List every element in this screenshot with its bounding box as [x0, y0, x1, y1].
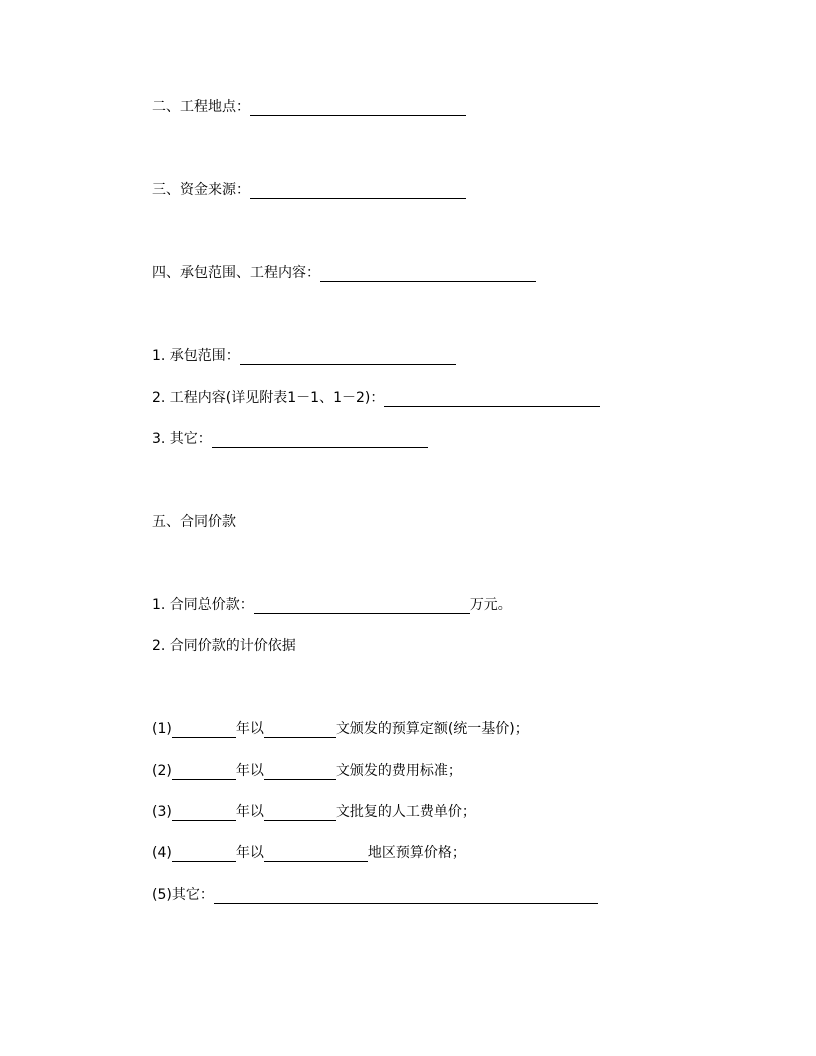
funding-blank[interactable]	[250, 182, 466, 199]
basis-item-2	[152, 761, 462, 781]
contract-scope-blank[interactable]	[240, 348, 456, 365]
item-other	[152, 429, 428, 449]
basis-tail-text: 文颁发的费用标准；	[335, 763, 462, 779]
basis-item-5	[152, 885, 598, 905]
basis-mid-text: 年以	[235, 804, 264, 820]
basis-tail-text: 文批复的人工费单价；	[335, 804, 476, 820]
basis-mid-text: 年以	[235, 845, 264, 861]
year-blank[interactable]	[172, 804, 236, 821]
section-label: 三、资金来源：	[152, 182, 250, 198]
year-blank[interactable]	[172, 845, 236, 862]
item-label: 3. 其它：	[152, 431, 212, 447]
section-funding-source	[152, 180, 466, 200]
item-project-content	[152, 388, 600, 408]
item-pricing-basis	[152, 636, 296, 656]
basis-tail-text: 地区预算价格；	[367, 845, 466, 861]
basis-tail-text: 文颁发的预算定额(统一基价)；	[335, 721, 529, 737]
region-blank[interactable]	[264, 845, 368, 862]
section-contract-price	[152, 512, 236, 532]
item-label: 1. 承包范围：	[152, 348, 240, 364]
year-blank[interactable]	[172, 721, 236, 738]
basis-mid-text: 年以	[235, 721, 264, 737]
item-total-price	[152, 595, 512, 615]
basis-item-4	[152, 843, 466, 863]
other-blank[interactable]	[212, 431, 428, 448]
document-blank[interactable]	[264, 804, 336, 821]
basis-item-1	[152, 719, 529, 739]
location-blank[interactable]	[250, 99, 466, 116]
project-content-blank[interactable]	[384, 390, 600, 407]
basis-number: (3)	[152, 804, 172, 820]
item-contract-scope	[152, 346, 456, 366]
unit-suffix: 万元。	[469, 597, 512, 613]
item-label: 2. 合同价款的计价依据	[152, 638, 296, 654]
document-blank[interactable]	[264, 721, 336, 738]
section-label: 五、合同价款	[152, 514, 236, 530]
item-label: 2. 工程内容(详见附表1－1、1－2)：	[152, 390, 385, 406]
basis-number: (4)	[152, 845, 172, 861]
other-basis-blank[interactable]	[214, 887, 598, 904]
basis-mid-text: 年以	[235, 763, 264, 779]
total-price-blank[interactable]	[254, 597, 470, 614]
section-project-location	[152, 97, 466, 117]
item-label: 1. 合同总价款：	[152, 597, 254, 613]
document-blank[interactable]	[264, 763, 336, 780]
scope-content-blank[interactable]	[320, 265, 536, 282]
basis-number: (2)	[152, 763, 172, 779]
year-blank[interactable]	[172, 763, 236, 780]
section-scope-content	[152, 263, 536, 283]
basis-number: (1)	[152, 721, 172, 737]
basis-label: (5)其它：	[152, 887, 214, 903]
section-label: 四、承包范围、工程内容：	[152, 265, 320, 281]
basis-item-3	[152, 802, 476, 822]
section-label: 二、工程地点：	[152, 99, 250, 115]
